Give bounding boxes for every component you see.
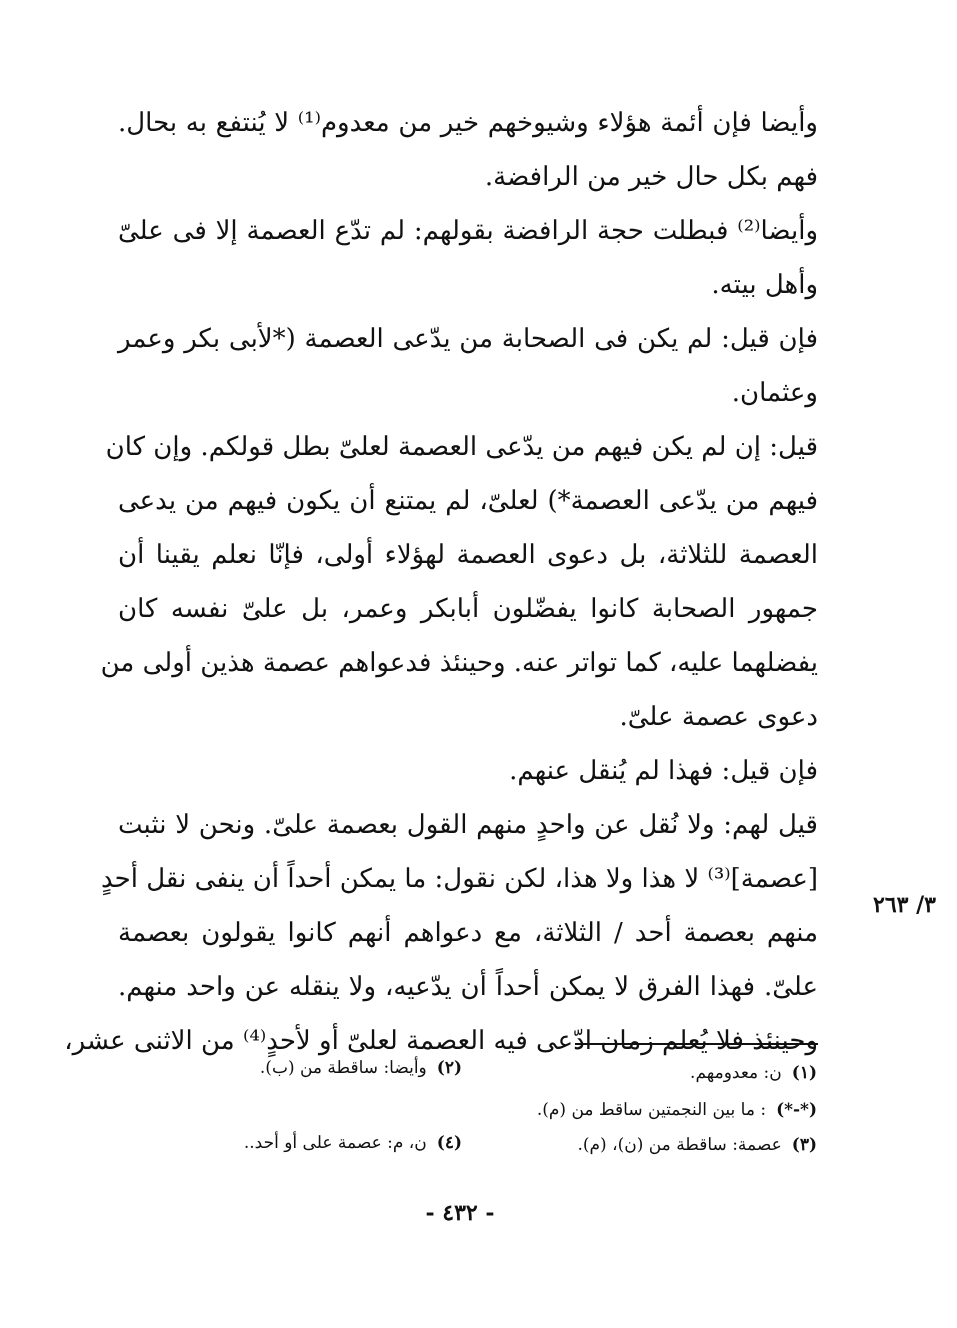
footnote-text: : ما بين النجمتين ساقط من (م). <box>536 1100 767 1120</box>
text-line: وأهل بيته. <box>711 270 818 300</box>
footnote-number: (٤) <box>436 1133 462 1153</box>
text-line: قيل لهم: ولا نُقل عن واحدٍ منهم القول بعصمة علىّ. ونحن لا نثبت <box>118 810 818 840</box>
text-line: [عصمة]⁽³⁾ لا هذا ولا هذا، لكن نقول: ما يمكن أحداً أن ينفى نقل أحدٍ <box>101 864 818 894</box>
footnote-number: (٢) <box>436 1058 462 1078</box>
text-line: علىّ. فهذا الفرق لا يمكن أحداً أن يدّعيه، ولا ينقله عن واحد منهم. <box>118 972 818 1002</box>
footnote-2 <box>260 1055 462 1081</box>
footnote-text: عصمة: ساقطة من (ن)، (م). <box>577 1135 782 1155</box>
text-line: قيل: إن لم يكن فيهم من يدّعى العصمة لعلىّ بطل قولكم. وإن كان <box>105 432 818 462</box>
text-line: وأيضا⁽²⁾ فبطلت حجة الرافضة بقولهم: لم تدّع العصمة إلا فى علىّ <box>118 216 818 246</box>
footnote-separator <box>575 1043 818 1045</box>
footnote-text: وأيضا: ساقطة من (ب). <box>259 1058 427 1078</box>
page-number: - ٤٣٢ - <box>425 1200 495 1226</box>
text-line: يفضلهما عليه، كما تواتر عنه. وحينئذ فدعواهم عصمة هذين أولى من <box>100 648 818 678</box>
text-line: وأيضا فإن أئمة هؤلاء وشيوخهم خير من معدوم⁽¹⁾ لا يُنتفع به بحال. <box>118 108 818 138</box>
footnote-number: (*-*) <box>776 1100 817 1120</box>
footnote-3 <box>578 1132 818 1158</box>
text-line: منهم بعصمة أحد / الثلاثة، مع دعواهم أنهم كانوا يقولون بعصمة <box>118 918 818 948</box>
text-line: وعثمان. <box>731 378 818 408</box>
text-line: العصمة للثلاثة، بل دعوى العصمة لهؤلاء أولى، فإنّا نعلم يقينا أن <box>118 540 818 570</box>
text-line: جمهور الصحابة كانوا يفضّلون أبابكر وعمر، بل علىّ نفسه كان <box>118 594 818 624</box>
text-line: وحينئذ فلا يُعلم زمان ادّعى فيه العصمة لعلىّ أو لأحدٍ⁽⁴⁾ من الاثنى عشر، <box>64 1026 818 1056</box>
footnote-4 <box>244 1130 462 1156</box>
footnote-number: (١) <box>791 1063 817 1083</box>
text-line: دعوى عصمة علىّ. <box>619 702 818 732</box>
footnote-1 <box>690 1060 817 1086</box>
footnote-text: ن، م: عصمة على أو أحد.. <box>243 1133 427 1153</box>
footnote-number: (٣) <box>791 1135 817 1155</box>
text-line: فهم بكل حال خير من الرافضة. <box>484 162 818 192</box>
text-line: فإن قيل: فهذا لم يُنقل عنهم. <box>509 756 818 786</box>
margin-volume-page-reference: ٣/ ٢٦٣ <box>873 892 936 918</box>
footnote-star <box>537 1097 817 1123</box>
main-text <box>64 96 818 1068</box>
text-line: فإن قيل: لم يكن فى الصحابة من يدّعى العصمة (*لأبى بكر وعمر <box>118 324 818 354</box>
text-line: فيهم من يدّعى العصمة*) لعلىّ، لم يمتنع أن يكون فيهم من يدعى <box>118 486 818 516</box>
footnote-text: ن: معدومهم. <box>690 1063 782 1083</box>
